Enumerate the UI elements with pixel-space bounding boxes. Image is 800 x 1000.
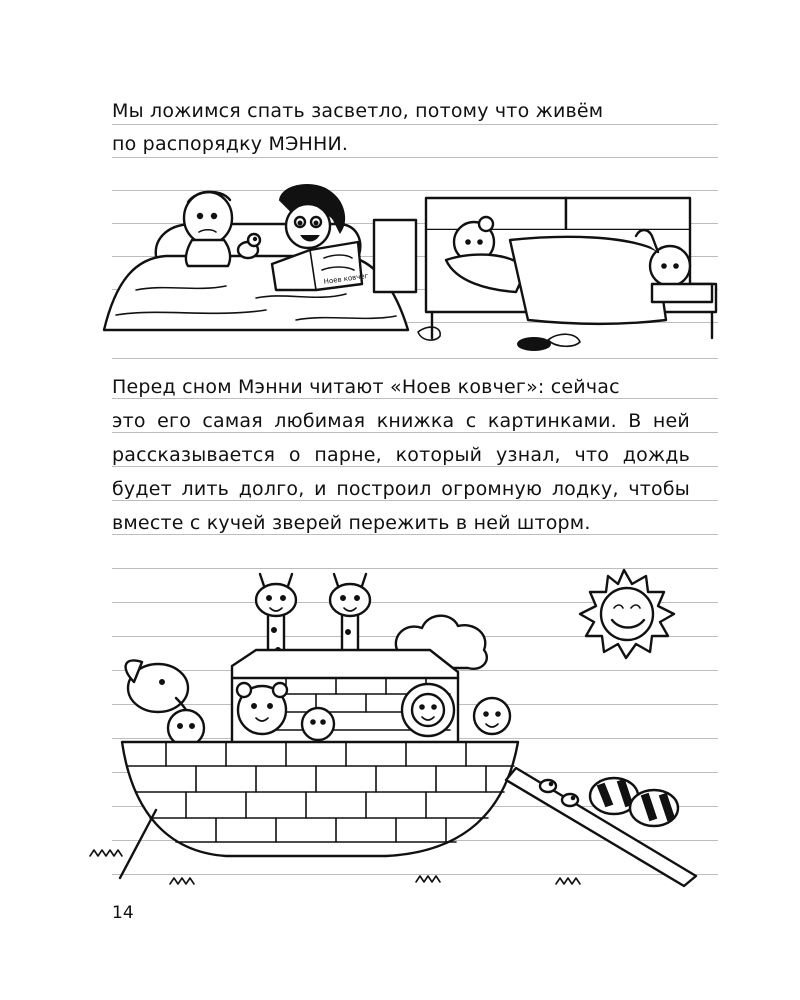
ark-hull <box>122 742 518 856</box>
grass <box>90 850 122 856</box>
paragraph-2-line-5: вместе с кучей зверей пережить в ней шторм. <box>112 512 591 534</box>
sheep-character <box>302 708 334 740</box>
bird-icon <box>540 780 556 792</box>
noahs-ark-illustration <box>86 560 726 890</box>
right-bed-headboard-right <box>566 198 690 230</box>
paragraph-2-line-2: это его самая любимая книжка с картинками. В ней <box>112 410 690 432</box>
blanket <box>510 237 666 324</box>
lion-character <box>402 684 454 736</box>
monkey-right-character <box>474 698 510 734</box>
ark-book-icon <box>272 242 369 290</box>
sun-icon <box>580 570 674 658</box>
paragraph-1-line-2: по распорядку МЭННИ. <box>112 133 349 155</box>
paragraph-1-line-1: Мы ложимся спать засветло, потому что живём <box>112 100 604 122</box>
book-title: Ноев ковчег <box>323 271 369 286</box>
zebra-character <box>590 778 678 826</box>
right-bed-headboard-left <box>426 198 566 230</box>
page-number: 14 <box>112 903 134 923</box>
slipper-icon <box>518 338 550 350</box>
bedroom-illustration <box>96 180 726 360</box>
paragraph-2-line-4: будет лить долго, и построил огромную лодку, чтобы <box>112 478 690 500</box>
monkey-character <box>168 710 204 746</box>
paragraph-2-line-3: рассказывается о парне, который узнал, что дождь <box>112 444 690 466</box>
dad-character <box>184 192 232 266</box>
bear-character <box>237 683 287 734</box>
paragraph-2-line-1: Перед сном Мэнни читают «Ноев ковчег»: сейчас <box>112 376 620 398</box>
nightstand <box>374 220 416 292</box>
mom-character <box>280 185 344 248</box>
toy-icon <box>238 234 260 258</box>
bird-icon-2 <box>562 794 578 806</box>
